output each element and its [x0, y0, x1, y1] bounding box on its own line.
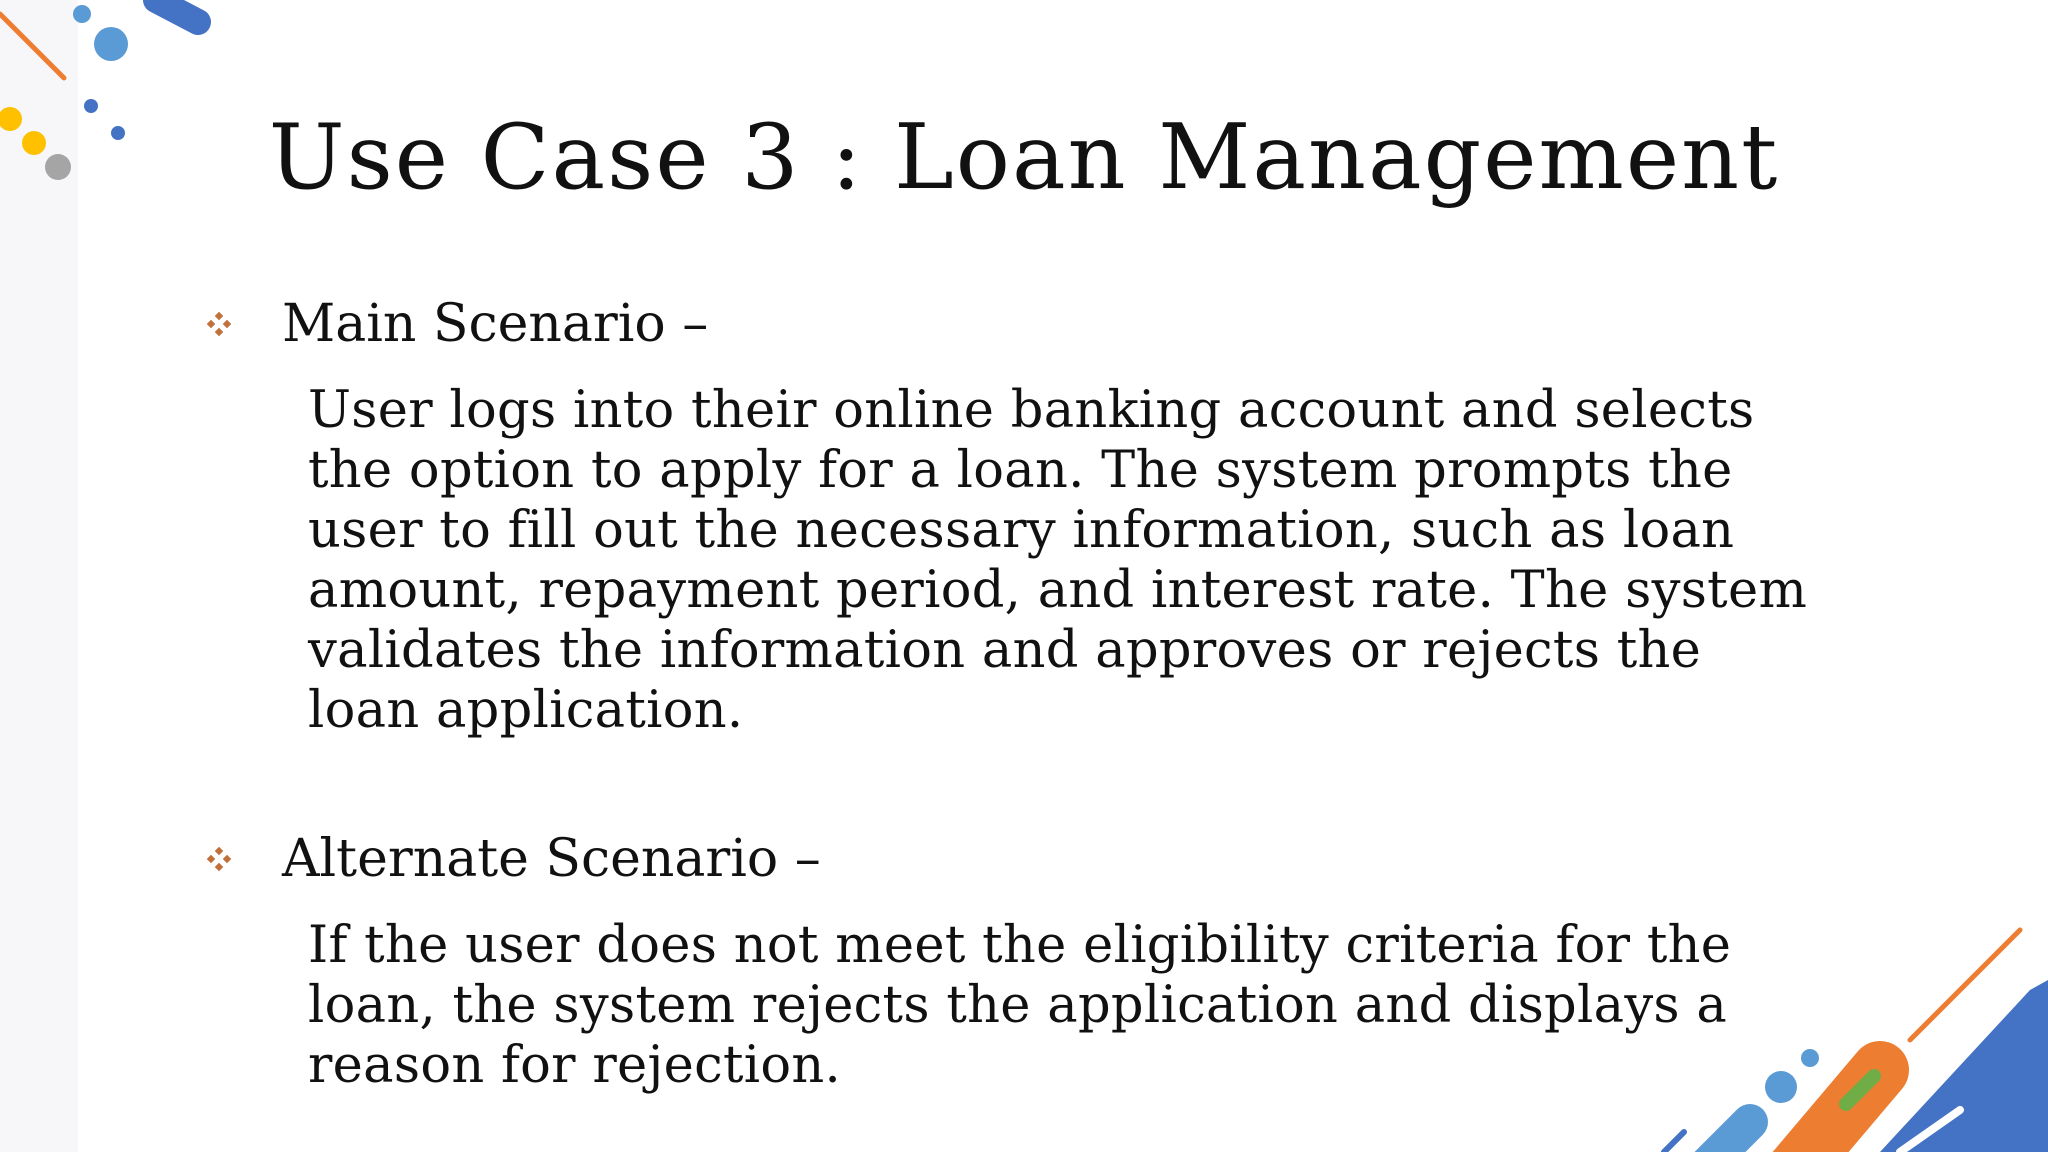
- section-heading: Main Scenario –: [282, 294, 709, 354]
- blue-dot-small: [73, 5, 91, 23]
- orange-stroke-top-left: [0, 14, 64, 78]
- body-line: If the user does not meet the eligibility criteria for the: [308, 916, 1732, 975]
- section-heading: Alternate Scenario –: [282, 829, 821, 889]
- diamond-bullet-icon: [206, 311, 232, 337]
- body-line: loan, the system rejects the application and displays a: [308, 976, 1728, 1035]
- body-line: loan application.: [308, 681, 744, 740]
- body-line: the option to apply for a loan. The system prompts the: [308, 441, 1733, 500]
- light-blue-bar: [1700, 1122, 1750, 1152]
- section-main-body: [308, 381, 1888, 741]
- slide-title: Use Case 3 : Loan Management: [268, 105, 1780, 210]
- body-line: User logs into their online banking account and selects: [308, 381, 1755, 440]
- body-line: reason for rejection.: [308, 1036, 842, 1095]
- body-line: user to fill out the necessary information, such as loan: [308, 501, 1735, 560]
- blue-dot-large: [94, 27, 128, 61]
- blue-stroke-small: [1664, 1132, 1684, 1152]
- body-line: validates the information and approves or rejects the: [308, 621, 1702, 680]
- section-main-heading-row: [206, 289, 708, 359]
- section-alternate-heading-row: [206, 824, 821, 894]
- blue-bar-top: [156, 0, 198, 22]
- section-alternate-body: [308, 916, 1888, 1096]
- diamond-bullet-icon: [206, 846, 232, 872]
- body-line: amount, repayment period, and interest rate. The system: [308, 561, 1808, 620]
